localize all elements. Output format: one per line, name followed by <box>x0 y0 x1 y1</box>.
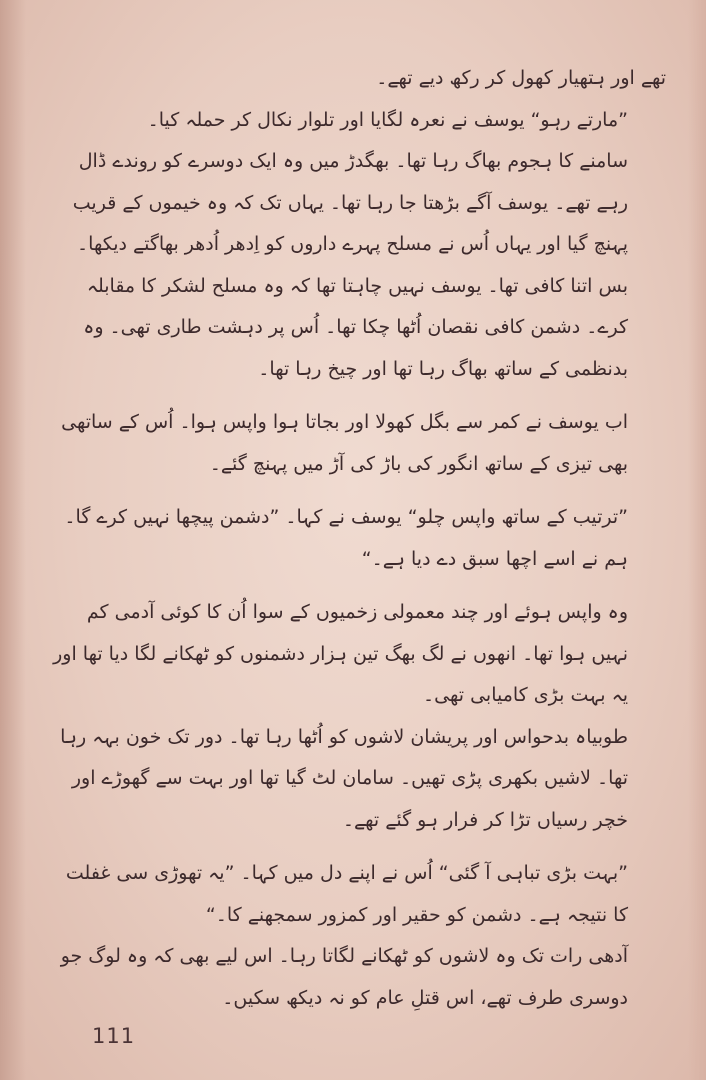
paragraph-midnight: آدھی رات تک وہ لاشوں کو ٹھکانے لگاتا رہا۔ اس لیے بھی کہ وہ لوگ جو دوسری طرف تھے، اس قتلِ عام کو نہ دیکھ سکیں۔ <box>60 945 628 1009</box>
paragraph-battle-cry: ”مارتے رہو“ یوسف نے نعرہ لگایا اور تلوار نکال کر حملہ کیا۔ <box>147 108 628 131</box>
paragraph-reflection: ”بہت بڑی تباہی آ گئی“ اُس نے اپنے دل میں کہا۔ ”یہ تھوڑی سی غفلت کا نتیجہ ہے۔ دشمن کو حقیر اور کمزور سمجھنے کا۔“ <box>65 862 628 926</box>
page-text <box>48 58 666 1019</box>
paragraph-return-order: ”ترتیب کے ساتھ واپس چلو“ یوسف نے کہا۔ ”دشمن پیچھا نہیں کرے گا۔ ہم نے اسے اچھا سبق دے دیا ہے۔“ <box>64 506 628 570</box>
page-number: 111 <box>92 1024 136 1048</box>
paragraph-crowd-fleeing: سامنے کا ہجوم بھاگ رہا تھا۔ بھگدڑ میں وہ ایک دوسرے کو روندے ڈال رہے تھے۔ یوسف آگے بڑھتا جا رہا تھا۔ یہاں تک کہ وہ خیموں کے قریب پہنچ گیا اور یہاں اُس نے مسلح پہرے داروں کو اِدھر اُدھر بھاگتے دیکھا۔ <box>72 150 628 255</box>
paragraph-continuation: تھے اور ہتھیار کھول کر رکھ دیے تھے۔ <box>376 67 666 89</box>
paragraph-victory: وہ واپس ہوئے اور چند معمولی زخمیوں کے سوا اُن کا کوئی آدمی کم نہیں ہوا تھا۔ انھوں نے لگ بھگ تین ہزار دشمنوں کو ٹھکانے لگا دیا تھا اور یہ بہت بڑی کامیابی تھی۔ <box>53 601 628 706</box>
paragraph-bugle: اب یوسف نے کمر سے بگل کھولا اور بجاتا ہوا واپس ہوا۔ اُس کے ساتھی بھی تیزی کے ساتھ انگور کی باڑ کی آڑ میں پہنچ گئے۔ <box>61 411 628 475</box>
paragraph-enough: بس اتنا کافی تھا۔ یوسف نہیں چاہتا تھا کہ وہ مسلح لشکر کا مقابلہ کرے۔ دشمن کافی نقصان اُٹھا چکا تھا۔ اُس پر دہشت طاری تھی۔ وہ بدنظمی کے ساتھ بھاگ رہا تھا اور چیخ رہا تھا۔ <box>83 274 628 380</box>
paragraph-tobiah: طوبیاہ بدحواس اور پریشان لاشوں کو اُٹھا رہا تھا۔ دور تک خون بہہ رہا تھا۔ لاشیں بکھری پڑی تھیں۔ سامان لٹ گیا تھا اور بہت سے گھوڑے اور خچر رسیاں تڑا کر فرار ہو گئے تھے۔ <box>60 725 628 831</box>
